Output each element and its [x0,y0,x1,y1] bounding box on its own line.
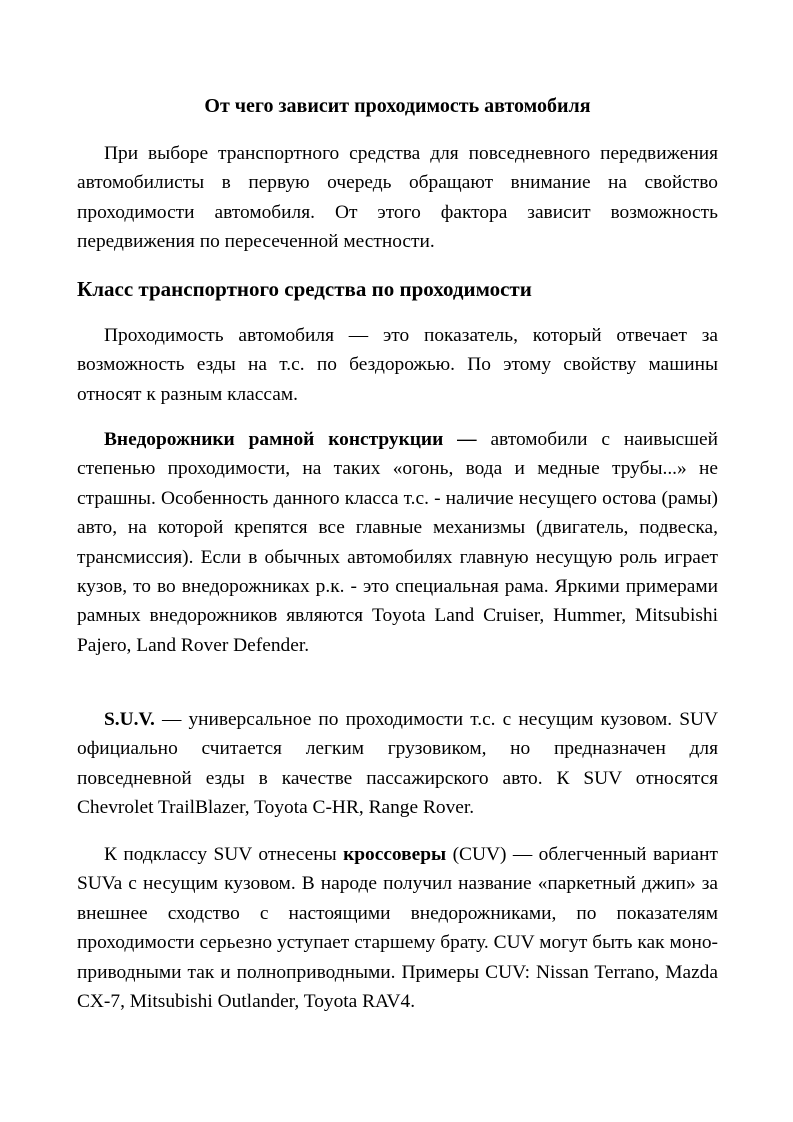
suv-text: — универсальное по проходимости т.с. с несущим кузовом. SUV официально считается легким грузовиком, но предназначен для повседневной езды в качестве пассажирского авто. К SUV относятся Chevrolet TrailBlazer, Toyota C-HR, Range Rover. [77,709,718,819]
crossover-paragraph [77,840,718,1016]
page-title: От чего зависит проходимость автомобиля [204,95,591,117]
frame-suv-paragraph [77,425,718,660]
crossover-text: (CUV) — облегченный вариант SUVa с несущим кузовом. В народе получил название «паркетный джип» за внешнее сходство с настоящими внедорожниками, по показателям проходимости серьезно уступает старшему брату. CUV могут быть как моно-приводными так и полноприводными. Примеры CUV: Nissan Terrano, Mazda CX-7, Mitsubishi Outlander, Toyota RAV4. [77,844,718,1013]
suv-paragraph [77,705,718,823]
frame-suv-text: автомобили с наивысшей степенью проходимости, на таких «огонь, вода и медные трубы...» не страшны. Особенность данного класса т.с. - наличие несущего остова (рамы) авто, на которой крепятся все главные механизмы (двигатель, подвеска, трансмиссия). Если в обычных автомобилях главную несущую роль играет кузов, то во внедорожниках р.к. - это специальная рама. Яркими примерами рамных внедорожников являются Toyota Land Cruiser, Hummer, Mitsubishi Pajero, Land Rover Defender. [77,429,718,656]
section-heading: Класс транспортного средства по проходимости [77,277,532,301]
definition-paragraph: Проходимость автомобиля — это показатель, который отвечает за возможность езды на т.с. по бездорожью. По этому свойству машины относят к разным классам. [77,325,718,405]
intro-paragraph: При выборе транспортного средства для повседневного передвижения автомобилисты в первую очередь обращают внимание на свойство проходимости автомобиля. От этого фактора зависит возможность передвижения по пересеченной местности. [77,143,718,253]
crossover-lead: К подклассу SUV отнесены [104,844,344,865]
suv-term: S.U.V. [104,709,155,730]
frame-suv-term: Внедорожники рамной конструкции — [104,429,477,450]
crossover-term: кроссоверы [343,844,447,865]
